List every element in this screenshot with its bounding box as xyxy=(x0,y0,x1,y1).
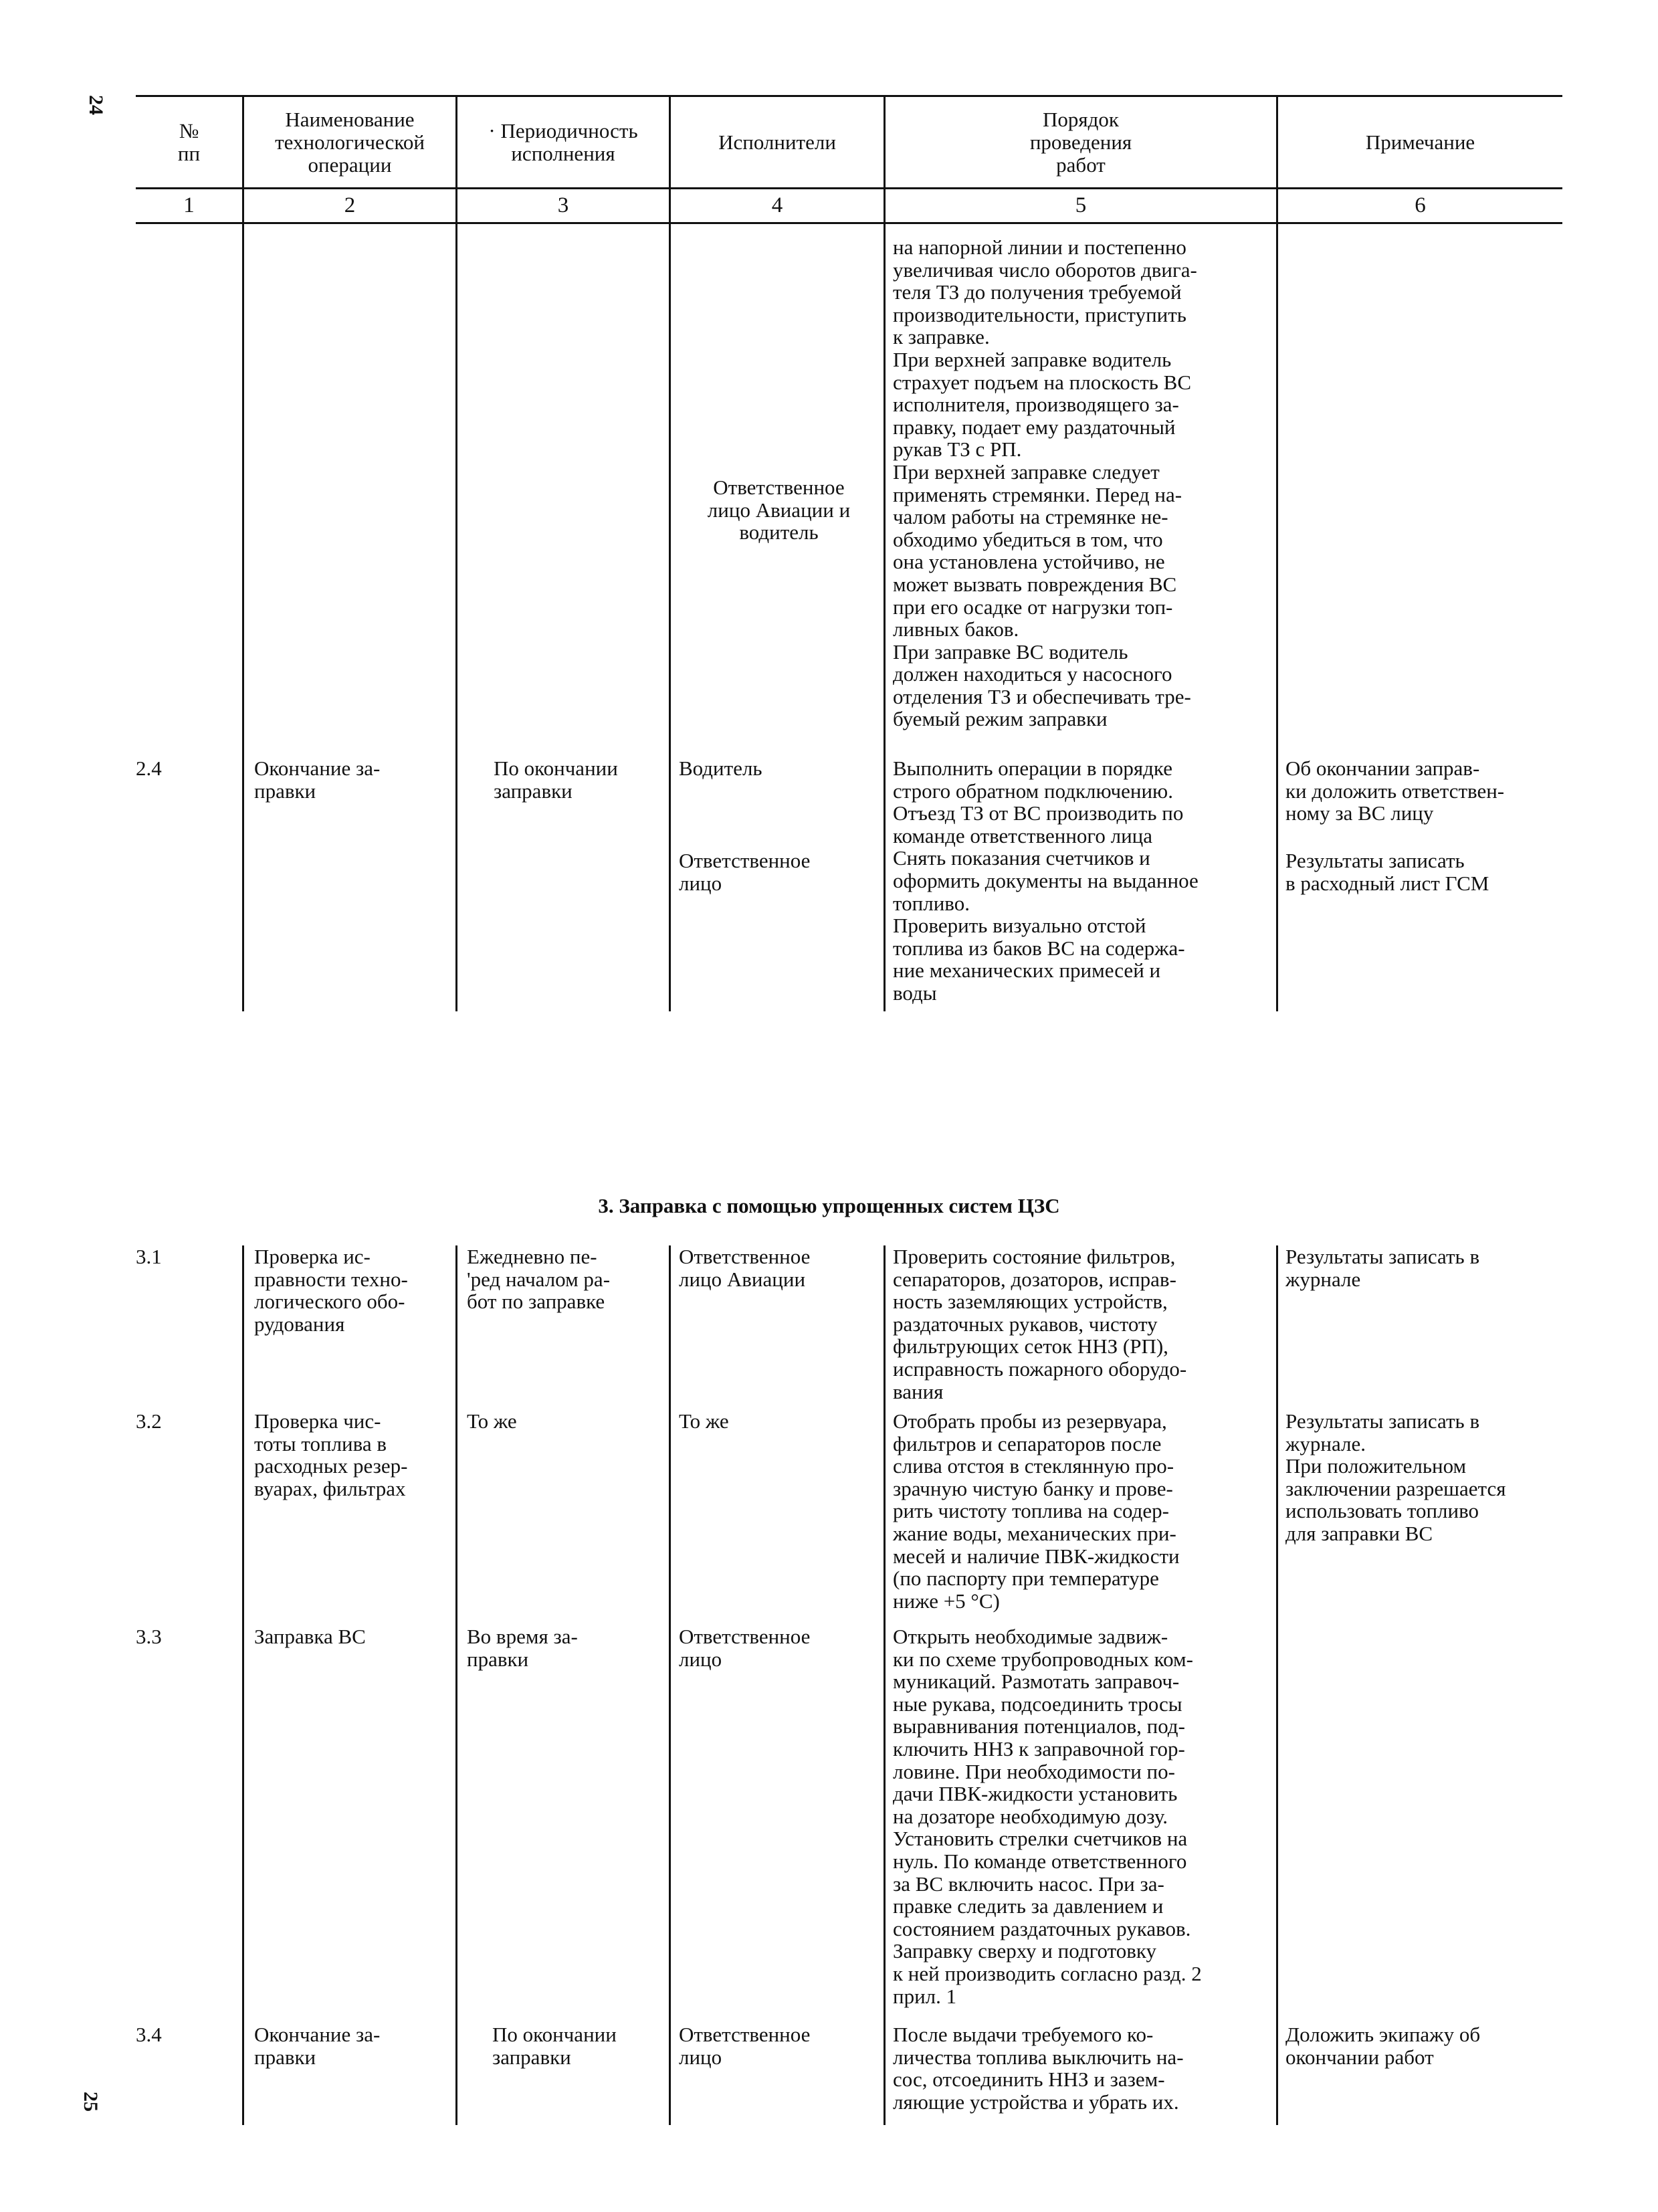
header-operation-text: Наименование технологической операции xyxy=(275,107,425,177)
header-procedure xyxy=(886,97,1276,187)
row-operation: Проверка ис- правности техно- логического обо- рудования xyxy=(254,1245,408,1336)
row-2-4-executor-b: Ответственное лицо xyxy=(679,849,811,895)
row-operation: Проверка чис- тоты топлива в расходных резер- вуарах, фильтрах xyxy=(254,1409,408,1500)
col-divider-1-b xyxy=(242,1245,244,2125)
row-periodicity: Во время за- правки xyxy=(467,1625,578,1671)
row-procedure: Открыть необходимые задвиж- ки по схеме трубопроводных ком- муникаций. Размотать заправоч- ные рукава, подсоединить тросы выравнивания потенциалов, под- ключить ННЗ к заправочной гор- ловине. При необходимости по- дачи ПВК-жидкости установить на дозаторе необходимую дозу. Установить стрелки счетчиков на нуль. По команде ответственного за ВС включить насос. При за- правке следить за давлением и состоянием раздаточных рукавов. Заправку сверху и подготовку к ней производить согласно разд. 2 прил. 1 xyxy=(893,1625,1202,2008)
row-periodicity: Ежедневно пе- 'ред началом ра- бот по заправке xyxy=(467,1245,611,1314)
header-periodicity-text: · Периодичность исполнения xyxy=(488,118,638,165)
row-2-4-periodicity: По окончании заправки xyxy=(494,757,618,803)
header-operation xyxy=(244,97,455,187)
header-number xyxy=(136,97,242,187)
header-number-text: № пп xyxy=(177,118,201,165)
col-divider-3-b xyxy=(669,1245,671,2125)
cont-executor: Ответственное лицо Авиации и водитель xyxy=(707,476,851,544)
colnum-6: 6 xyxy=(1415,193,1426,217)
col-divider-3 xyxy=(669,95,671,1011)
row-executor: Ответственное лицо xyxy=(679,1625,811,1671)
cont-procedure: на напорной линии и постепенно увеличивая число оборотов двига- теля ТЗ до получения требуемой производительности, приступить к заправке. При верхней заправке водитель страхует подъем на плоскость ВС исполнителя, производящего за- правку, подает ему раздаточный рукав ТЗ с РП. При верхней заправке следует применять стремянки. Перед на- чалом работы на стремянке не- обходимо убедиться в том, что она установлена устойчиво, не может вызвать повреждения ВС при его осадке от нагрузки топ- ливных баков. При заправке ВС водитель должен находиться у насосного отделения ТЗ и обеспечивать тре- буемый режим заправки xyxy=(893,235,1197,731)
row-number: 3.1 xyxy=(136,1245,162,1268)
colnum-bottom-rule xyxy=(136,222,1562,224)
col-divider-4-b xyxy=(884,1245,886,2125)
col-divider-4 xyxy=(884,95,886,1011)
row-note: Доложить экипажу об окончании работ xyxy=(1285,2023,1481,2069)
col-divider-2-b xyxy=(455,1245,457,2125)
row-periodicity: По окончании заправки xyxy=(492,2023,617,2069)
row-number: 3.2 xyxy=(136,1409,162,1433)
header-executors xyxy=(671,97,884,187)
header-periodicity xyxy=(457,97,669,187)
row-operation: Заправка ВС xyxy=(254,1625,366,1648)
row-periodicity: То же xyxy=(467,1409,517,1433)
row-2-4-number: 2.4 xyxy=(136,757,162,780)
row-note: Результаты записать в журнале xyxy=(1285,1245,1480,1291)
header-note-text: Примечание xyxy=(1365,130,1475,154)
row-procedure: После выдачи требуемого ко- личества топлива выключить на- сос, отсоединить ННЗ и зазем- ляющие устройства и убрать их. xyxy=(893,2023,1184,2114)
row-2-4-operation: Окончание за- правки xyxy=(254,757,381,803)
row-2-4-procedure: Выполнить операции в порядке строго обратном подключению. Отъезд ТЗ от ВС производить по команде ответственного лица Снять показания счетчиков и оформить документы на выданное топливо. Проверить визуально отстой топлива из баков ВС на содержа- ние механических примесей и воды xyxy=(893,757,1199,1005)
colnum-3: 3 xyxy=(557,193,569,217)
colnum-5: 5 xyxy=(1075,193,1087,217)
page-number-top: 24 xyxy=(85,95,107,115)
col-divider-5-b xyxy=(1276,1245,1278,2125)
section-title: 3. Заправка с помощью упрощенных систем ЦЗС xyxy=(598,1194,1060,1217)
row-number: 3.3 xyxy=(136,1625,162,1648)
row-2-4-executor-a: Водитель xyxy=(679,757,762,780)
row-procedure: Проверить состояние фильтров, сепараторов, дозаторов, исправ- ность заземляющих устройств, раздаточных рукавов, чистоту фильтрующих сеток ННЗ (РП), исправность пожарного оборудо- вания xyxy=(893,1245,1187,1403)
row-2-4-note-a: Об окончании заправ- ки доложить ответствен- ному за ВС лицу xyxy=(1285,757,1505,825)
row-operation: Окончание за- правки xyxy=(254,2023,381,2069)
col-divider-2 xyxy=(455,95,457,1011)
row-executor: То же xyxy=(679,1409,729,1433)
row-executor: Ответственное лицо xyxy=(679,2023,811,2069)
header-procedure-text: Порядок проведения работ xyxy=(1029,107,1132,177)
row-note: Результаты записать в журнале. При положительном заключении разрешается использовать топливо для заправки ВС xyxy=(1285,1409,1506,1545)
colnum-2: 2 xyxy=(344,193,356,217)
row-procedure: Отобрать пробы из резервуара, фильтров и сепараторов после слива отстоя в стеклянную про- зрачную чистую банку и прове- рить чистоту топлива на содер- жание воды, механических при- месей и наличие ПВК-жидкости (по паспорту при температуре ниже +5 °С) xyxy=(893,1409,1180,1613)
header-executors-text: Исполнители xyxy=(718,130,836,154)
row-number: 3.4 xyxy=(136,2023,162,2046)
colnum-1: 1 xyxy=(183,193,195,217)
row-executor: Ответственное лицо Авиации xyxy=(679,1245,811,1291)
col-divider-1 xyxy=(242,95,244,1011)
col-divider-5 xyxy=(1276,95,1278,1011)
page-number-bottom: 25 xyxy=(80,2092,102,2112)
row-2-4-note-b: Результаты записать в расходный лист ГСМ xyxy=(1285,849,1489,895)
header-note xyxy=(1278,97,1562,187)
colnum-4: 4 xyxy=(771,193,783,217)
